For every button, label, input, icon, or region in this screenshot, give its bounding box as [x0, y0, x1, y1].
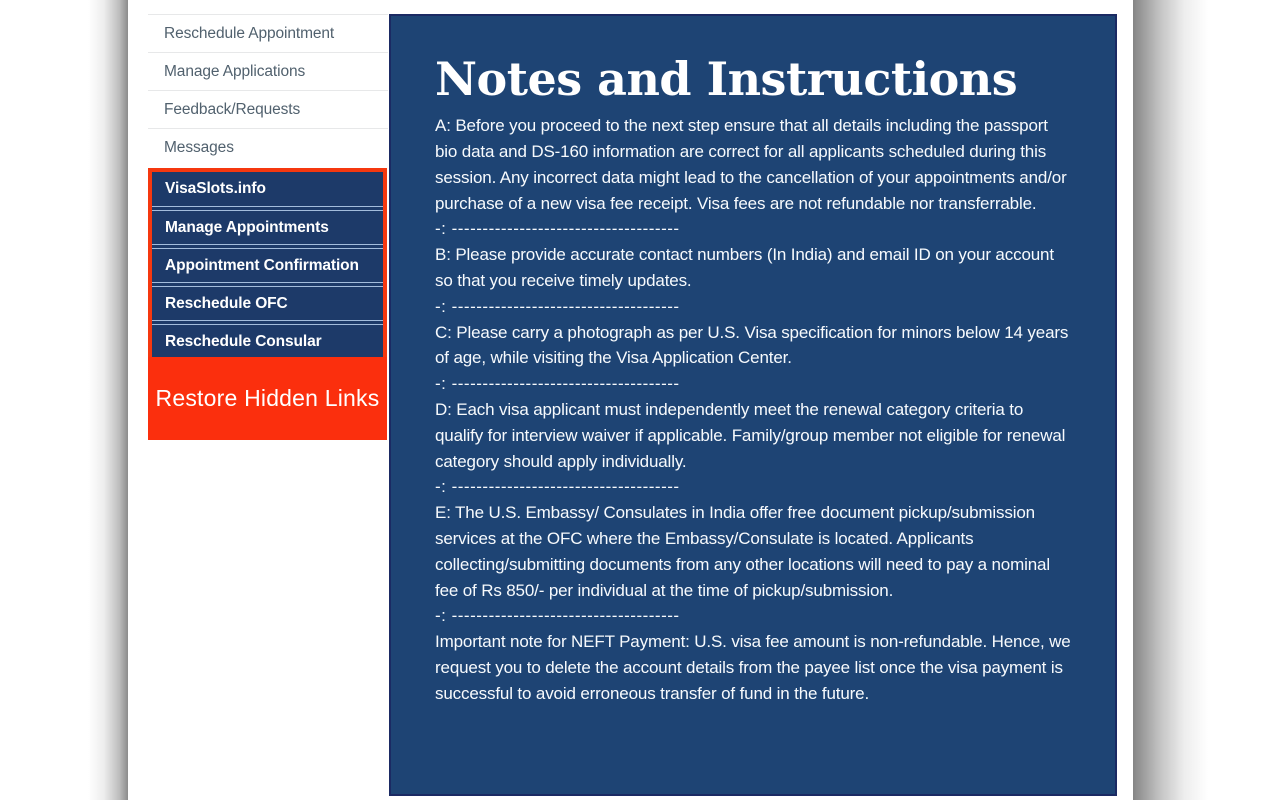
separator-line: -: -------------------------------------	[435, 219, 680, 239]
sidebar-item-feedback-requests[interactable]: Feedback/Requests	[148, 90, 388, 128]
page-background	[128, 0, 1133, 800]
notes-panel	[389, 14, 1117, 796]
sidebar-item-messages[interactable]: Messages	[148, 128, 388, 166]
note-paragraph-neft: Important note for NEFT Payment: U.S. visa fee amount is non-refundable. Hence, we request you to delete the account details from the payee list once the visa payment is successful to avoid erroneous transfer of fund in the future.	[435, 632, 1071, 703]
note-paragraph-b: B: Please provide accurate contact numbers (In India) and email ID on your account so that you receive timely updates.	[435, 245, 1054, 290]
note-paragraph-d: D: Each visa applicant must independently meet the renewal category criteria to qualify for interview waiver if applicable. Family/group member not eligible for renewal category should apply individually.	[435, 399, 1066, 471]
note-paragraph-e: E: The U.S. Embassy/ Consulates in India offer free document pickup/submission services at the OFC where the Embassy/Consulate is located. Applicants collecting/submitting documents from any other locations will need to pay a nominal fee of Rs 850/- per individual at the time of pickup/submission.	[435, 503, 1050, 600]
visaslots-item-home[interactable]: VisaSlots.info	[165, 180, 266, 197]
visaslots-item-manage-appointments[interactable]: Manage Appointments	[152, 210, 383, 244]
visaslots-links-block	[148, 168, 387, 358]
restore-hidden-links-button[interactable]: Restore Hidden Links	[148, 357, 387, 440]
visaslots-item-appointment-confirmation[interactable]: Appointment Confirmation	[152, 248, 383, 282]
separator-line: -: -------------------------------------	[435, 374, 680, 394]
page-title: Notes and Instructions	[435, 52, 1018, 106]
sidebar-nav	[148, 14, 388, 166]
visaslots-item-reschedule-consular[interactable]: Reschedule Consular	[152, 324, 383, 358]
visaslots-item-reschedule-ofc[interactable]: Reschedule OFC	[152, 286, 383, 320]
window-shadow-left	[88, 0, 128, 800]
window-shadow-right	[1133, 0, 1208, 800]
separator-line: -: -------------------------------------	[435, 606, 680, 626]
note-paragraph-c: C: Please carry a photograph as per U.S. Visa specification for minors below 14 years of age, while visiting the Visa Application Center.	[435, 322, 1069, 368]
notes-body	[435, 113, 1073, 706]
note-paragraph-a: A: Before you proceed to the next step ensure that all details including the passport bio data and DS-160 information are correct for all applicants scheduled during this session. Any incorrect data might lead to the cancellation of your appointments and/or purchase of a new visa fee receipt. Visa fees are not refundable nor transferrable.	[435, 116, 1067, 213]
separator-line: -: -------------------------------------	[435, 477, 680, 497]
sidebar-item-manage-applications[interactable]: Manage Applications	[148, 52, 388, 90]
sidebar-item-reschedule-appointment[interactable]: Reschedule Appointment	[148, 14, 388, 52]
separator-line: -: -------------------------------------	[435, 296, 680, 316]
